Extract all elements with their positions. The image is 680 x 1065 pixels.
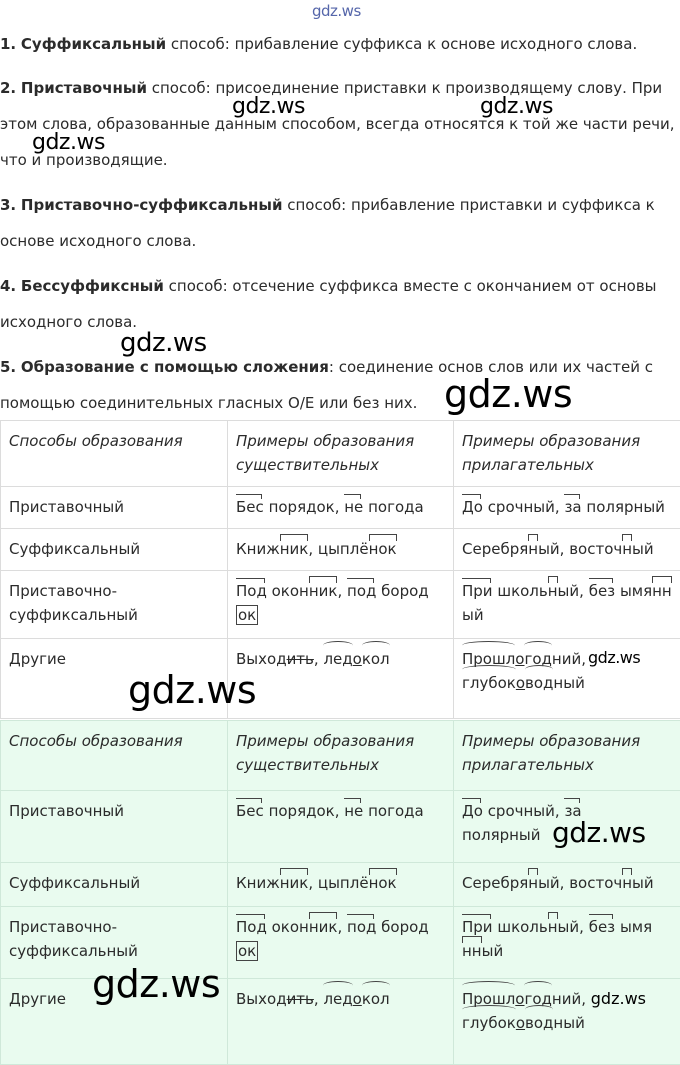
formation-table-highlighted xyxy=(0,720,680,1065)
adj-example xyxy=(454,639,680,719)
root-mark: глубок xyxy=(462,671,516,695)
connecting-vowel: о xyxy=(515,990,524,1008)
root-mark: лед xyxy=(323,987,352,1011)
word-part: , xyxy=(314,990,324,1008)
adj-example xyxy=(454,571,680,639)
word-part: школь xyxy=(497,582,547,600)
header-cell: Примеры образования существительных xyxy=(228,721,454,791)
root-mark: лед xyxy=(323,647,352,671)
word-part: ний, xyxy=(552,650,586,668)
word-part: ый xyxy=(632,540,654,558)
word-part: погода xyxy=(368,802,424,820)
word-part: погода xyxy=(368,498,424,516)
method-number: 4. xyxy=(0,277,16,295)
adj-example xyxy=(454,863,680,907)
method-name: Бессуффиксный xyxy=(21,277,164,295)
watermark: gdz.ws xyxy=(591,989,646,1008)
watermark: gdz.ws xyxy=(444,372,572,416)
word-part: Книж xyxy=(236,540,280,558)
root-mark: глубок xyxy=(462,1011,516,1035)
method-description: способ: присоединение приставки к производящему слову. При этом слова, образованные данным способом, всегда относятся к той же части речи, что и производящие. xyxy=(0,79,675,169)
root-mark: кол xyxy=(362,987,390,1011)
prefix-mark: Под xyxy=(236,579,267,603)
method-cell: Другие xyxy=(1,639,228,719)
noun-example xyxy=(228,791,454,863)
word-part: ый, восточ xyxy=(538,540,622,558)
ending-mark: ок xyxy=(236,605,258,625)
method-cell: Приставочно-суффиксальный xyxy=(1,571,228,639)
root-mark: год xyxy=(524,647,551,671)
method-3 xyxy=(0,187,680,259)
word-part: , xyxy=(337,582,347,600)
method-name: Суффиксальный xyxy=(21,35,166,53)
connecting-vowel: о xyxy=(353,990,362,1008)
adj-example xyxy=(454,907,680,979)
noun-example xyxy=(228,529,454,571)
suffix-mark: ник xyxy=(309,579,338,603)
method-name: Приставочный xyxy=(21,79,147,97)
root-mark: Прошл xyxy=(462,647,515,671)
word-part: Книж xyxy=(236,874,280,892)
word-part: ый xyxy=(482,942,504,960)
word-part: , xyxy=(337,918,347,936)
word-part: ый, xyxy=(558,582,589,600)
table-row xyxy=(1,529,680,571)
table-row xyxy=(1,487,680,529)
prefix-mark: без xyxy=(589,579,615,603)
word-part: Выход xyxy=(236,990,287,1008)
noun-example xyxy=(228,979,454,1065)
suffix-mark: н xyxy=(622,537,632,561)
word-part: Серебря xyxy=(462,540,528,558)
watermark: gdz.ws xyxy=(92,962,220,1006)
adj-example xyxy=(454,979,680,1065)
word-part: , цыплё xyxy=(308,540,368,558)
method-4 xyxy=(0,268,680,340)
word-part: ный xyxy=(553,1014,584,1032)
word-part: ый, восточ xyxy=(538,874,622,892)
method-cell: Суффиксальный xyxy=(1,529,228,571)
word-part: , xyxy=(314,650,324,668)
word-part: полярный xyxy=(462,826,541,844)
word-part: ый xyxy=(462,606,484,624)
prefix-mark: До xyxy=(462,495,483,519)
watermark: gdz.ws xyxy=(120,328,207,358)
watermark: gdz.ws xyxy=(128,668,256,712)
cut-suffix: ить xyxy=(287,650,314,668)
word-part: срочный, xyxy=(488,802,565,820)
method-description: способ: прибавление суффикса к основе исходного слова. xyxy=(166,35,637,53)
prefix-mark: без xyxy=(589,915,615,939)
word-part: полярный xyxy=(586,498,665,516)
watermark: gdz.ws xyxy=(480,94,553,119)
suffix-mark: нн xyxy=(652,579,672,603)
root-mark: вод xyxy=(525,1011,553,1035)
watermark: gdz.ws xyxy=(588,648,640,667)
word-part: Выход xyxy=(236,650,287,668)
word-part: ымя xyxy=(620,582,652,600)
formation-table xyxy=(0,420,680,719)
prefix-mark: за xyxy=(564,495,581,519)
table-row xyxy=(1,863,680,907)
cut-suffix: ить xyxy=(287,990,314,1008)
prefix-mark: Бес xyxy=(236,799,264,823)
word-part: , цыплё xyxy=(308,874,368,892)
method-description: : соединение основ слов или их частей с помощью соединительных гласных О/Е или без них. xyxy=(0,358,653,412)
prefix-mark: При xyxy=(462,579,493,603)
method-number: 2. xyxy=(0,79,16,97)
method-cell: Приставочный xyxy=(1,791,228,863)
suffix-mark: н xyxy=(548,915,558,939)
word-part: школь xyxy=(497,918,547,936)
prefix-mark: под xyxy=(347,579,376,603)
word-part: бород xyxy=(381,582,429,600)
suffix-mark: ник xyxy=(280,537,309,561)
word-part: ый, xyxy=(558,918,589,936)
watermark: gdz.ws xyxy=(232,94,305,119)
word-part: порядок, xyxy=(269,498,345,516)
suffix-mark: н xyxy=(548,579,558,603)
prefix-mark: не xyxy=(344,799,363,823)
prefix-mark: Под xyxy=(236,915,267,939)
watermark: gdz.ws xyxy=(312,2,361,20)
connecting-vowel: о xyxy=(353,650,362,668)
prefix-mark: Бес xyxy=(236,495,264,519)
method-2 xyxy=(0,70,680,178)
noun-example xyxy=(228,571,454,639)
suffix-mark: ник xyxy=(309,915,338,939)
word-part: порядок, xyxy=(269,802,345,820)
noun-example xyxy=(228,907,454,979)
prefix-mark: До xyxy=(462,799,483,823)
connecting-vowel: о xyxy=(516,674,525,692)
prefix-mark: за xyxy=(564,799,581,823)
suffix-mark: н xyxy=(528,871,538,895)
word-part: ний, xyxy=(552,990,591,1008)
prefix-mark: под xyxy=(347,915,376,939)
header-cell: Способы образования xyxy=(1,721,228,791)
root-mark: вод xyxy=(525,671,553,695)
word-part: окон xyxy=(272,582,309,600)
method-cell: Другие xyxy=(1,979,228,1065)
prefix-mark: не xyxy=(344,495,363,519)
word-part: Серебря xyxy=(462,874,528,892)
noun-example xyxy=(228,639,454,719)
method-1 xyxy=(0,26,680,62)
method-description: способ: отсечение суффикса вместе с окончанием от основы исходного слова. xyxy=(0,277,657,331)
method-description: способ: прибавление приставки и суффикса к основе исходного слова. xyxy=(0,196,655,250)
suffix-mark: нок xyxy=(369,537,397,561)
noun-example xyxy=(228,863,454,907)
ending-mark: ок xyxy=(236,941,258,961)
word-part: срочный, xyxy=(488,498,565,516)
root-mark: кол xyxy=(362,647,390,671)
word-part: бород xyxy=(381,918,429,936)
header-cell: Способы образования xyxy=(1,421,228,487)
method-number: 3. xyxy=(0,196,16,214)
header-cell: Примеры образования прилагательных xyxy=(454,721,680,791)
suffix-mark: н xyxy=(528,537,538,561)
method-5 xyxy=(0,349,680,421)
method-cell: Приставочно-суффиксальный xyxy=(1,907,228,979)
root-mark: год xyxy=(524,987,551,1011)
method-number: 5. xyxy=(0,358,16,376)
method-number: 1. xyxy=(0,35,16,53)
header-cell: Примеры образования прилагательных xyxy=(454,421,680,487)
connecting-vowel: о xyxy=(516,1014,525,1032)
word-part: ый xyxy=(632,874,654,892)
suffix-mark: н xyxy=(622,871,632,895)
word-part: ный xyxy=(553,674,584,692)
word-part: окон xyxy=(272,918,309,936)
prefix-mark: При xyxy=(462,915,493,939)
root-mark: Прошл xyxy=(462,987,515,1011)
table-row xyxy=(1,571,680,639)
adj-example xyxy=(454,529,680,571)
suffix-mark: ник xyxy=(280,871,309,895)
noun-example xyxy=(228,487,454,529)
watermark: gdz.ws xyxy=(32,130,105,155)
suffix-mark: нок xyxy=(369,871,397,895)
method-name: Образование с помощью сложения xyxy=(21,358,329,376)
table-row xyxy=(1,639,680,719)
suffix-mark: нн xyxy=(462,939,482,963)
method-cell: Суффиксальный xyxy=(1,863,228,907)
header-cell: Примеры образования существительных xyxy=(228,421,454,487)
word-part: ымя xyxy=(620,918,652,936)
connecting-vowel: о xyxy=(515,650,524,668)
method-cell: Приставочный xyxy=(1,487,228,529)
watermark: gdz.ws xyxy=(552,816,646,849)
adj-example xyxy=(454,487,680,529)
method-name: Приставочно-суффиксальный xyxy=(21,196,283,214)
